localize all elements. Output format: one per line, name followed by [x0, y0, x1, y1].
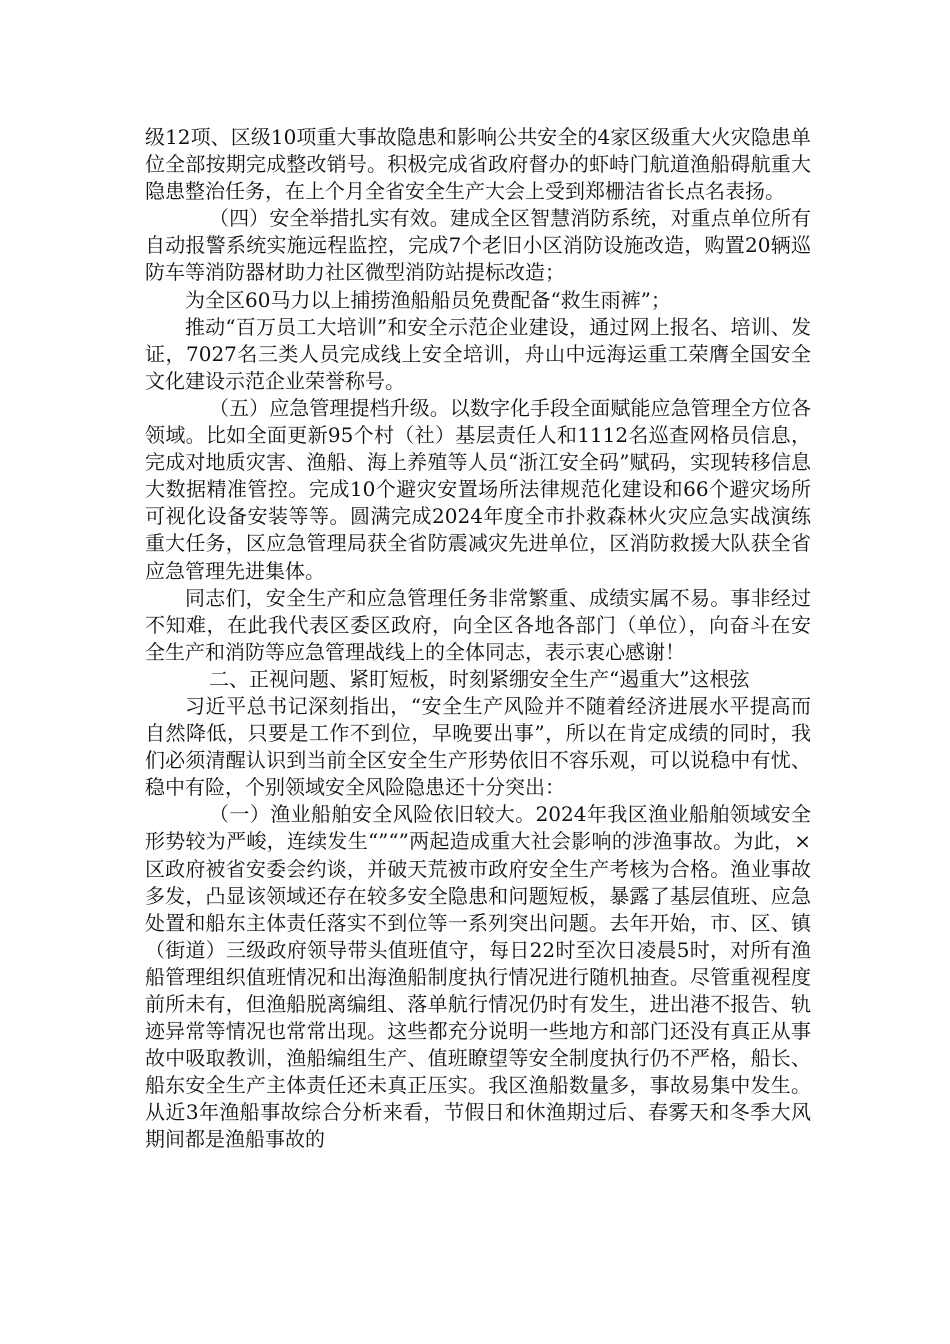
paragraph-rain-pants: 为全区60马力以上捕捞渔船船员免费配备“救生雨裤”； [185, 287, 671, 312]
paragraph-xi-quote: 习近平总书记深刻指出，“安全生产风险并不随着经济进展水平提高而自然降低，只要是工作不到位，早晚要出事”，所以在肯定成绩的同时，我们必须清醒认识到当前全区安全生产形势依旧不容乐观，可以说稳中有忧、稳中有险，个别领域安全风险隐患还十分突出： [145, 693, 811, 800]
paragraph-section-five: （五）应急管理提档升级。以数字化手段全面赋能应急管理全方位各领域。比如全面更新95个村（社）基层责任人和1112名巡查网格员信息，完成对地质灾害、渔船、海上养殖等人员“浙江安全码”赋码，实现转移信息大数据精准管控。完成10个避灾安置场所法律规范化建设和66个避灾场所可视化设备安装等等。圆满完成2024年度全市扑救森林火灾应急实战演练重大任务，区应急管理局获全省防震减灾先进单位，区消防救援大队获全省应急管理先进集体。 [145, 395, 811, 583]
section-heading-two: 二、正视问题、紧盯短板，时刻紧绷安全生产“遏重大”这根弦 [209, 666, 750, 691]
paragraph-training: 推动“百万员工大培训”和安全示范企业建设，通过网上报名、培训、发证，7027名三类人员完成线上安全培训，舟山中远海运重工荣膺全国安全文化建设示范企业荣誉称号。 [145, 314, 811, 393]
paragraph-thanks: 同志们，安全生产和应急管理任务非常繁重、成绩实属不易。事非经过不知难，在此我代表区委区政府，向全区各地各部门（单位），向奋斗在安全生产和消防等应急管理战线上的全体同志，表示衷心感谢！ [145, 585, 811, 664]
document-page [145, 124, 811, 1154]
paragraph-continued: 级12项、区级10项重大事故隐患和影响公共安全的4家区级重大火灾隐患单位全部按期完成整改销号。积极完成省政府督办的虾峙门航道渔船碍航重大隐患整治任务，在上个月全省安全生产大会上受到郑栅洁省长点名表扬。 [145, 125, 811, 204]
paragraph-fishing-vessels: （一）渔业船舶安全风险依旧较大。2024年我区渔业船舶领域安全形势较为严峻，连续发生“”“”两起造成重大社会影响的涉渔事故。为此，×区政府被省安委会约谈，并破天荒被市政府安全生产考核为合格。渔业事故多发，凸显该领域还存在较多安全隐患和问题短板，暴露了基层值班、应急处置和船东主体责任落实不到位等一系列突出问题。去年开始，市、区、镇（街道）三级政府领导带头值班值守，每日22时至次日凌晨5时，对所有渔船管理组织值班情况和出海渔船制度执行情况进行随机抽查。尽管重视程度前所未有，但渔船脱离编组、落单航行情况仍时有发生，进出港不报告、轨迹异常等情况也常常出现。这些都充分说明一些地方和部门还没有真正从事故中吸取教训，渔船编组生产、值班瞭望等安全制度执行仍不严格，船长、船东安全生产主体责任还未真正压实。我区渔船数量多，事故易集中发生。从近3年渔船事故综合分析来看，节假日和休渔期过后、春雾天和冬季大风期间都是渔船事故的 [145, 802, 811, 1152]
paragraph-section-four: （四）安全举措扎实有效。建成全区智慧消防系统，对重点单位所有自动报警系统实施远程监控，完成7个老旧小区消防设施改造，购置20辆巡防车等消防器材助力社区微型消防站提标改造； [145, 206, 811, 285]
